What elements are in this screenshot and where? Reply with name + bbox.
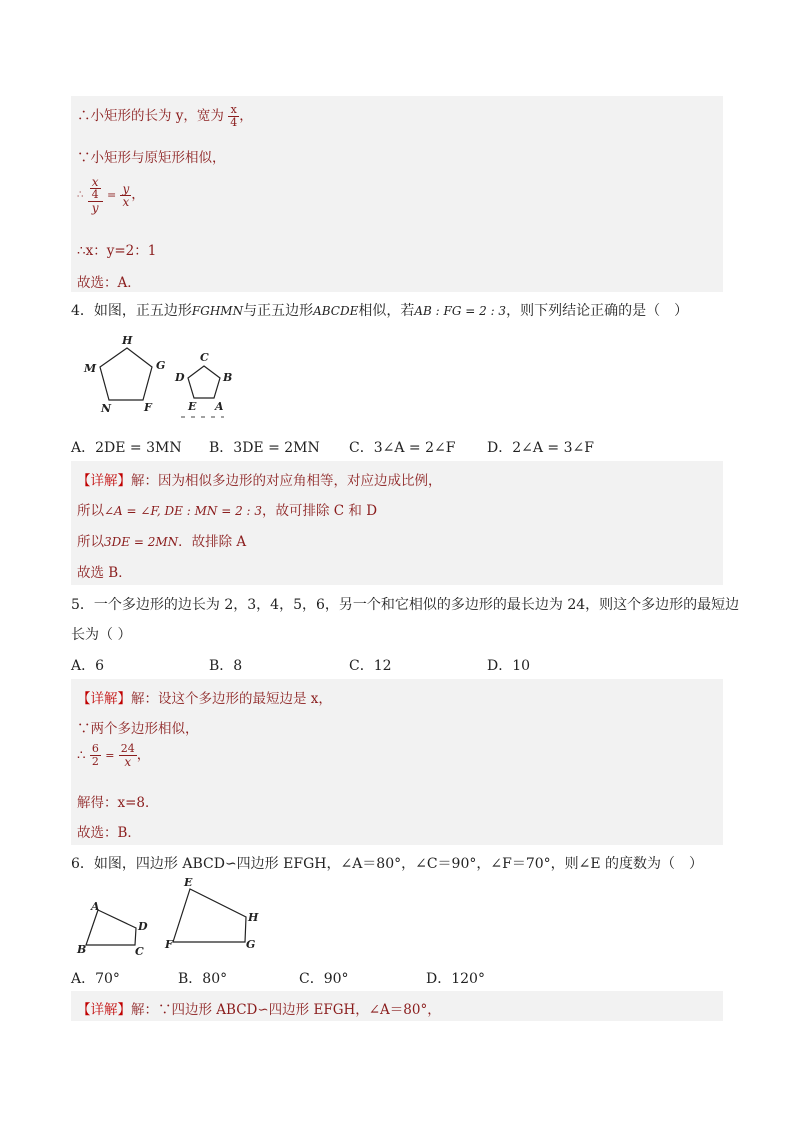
fraction <box>119 743 137 768</box>
option-d[interactable]: D．2∠A = 3∠F <box>487 440 594 456</box>
detail-tag: 【详解】 <box>77 1002 131 1018</box>
numerator: 6 <box>91 742 99 755</box>
numerator: x <box>228 104 239 117</box>
small-quadrilateral <box>86 910 136 945</box>
label-c: C <box>135 945 144 958</box>
label-n: N <box>101 402 112 415</box>
math: 3DE = 2MN <box>104 535 179 549</box>
label-a: A <box>215 400 224 413</box>
answer-line <box>77 469 442 489</box>
question-6: 6．如图，四边形 ABCD∽四边形 EFGH，∠A＝80°，∠C＝90°，∠F＝70°，则∠E 的度数为（ ） <box>71 856 704 872</box>
label-b: B <box>77 943 87 956</box>
answer-line <box>77 687 332 707</box>
text: 与正五边形 <box>243 303 314 319</box>
fraction <box>90 743 101 768</box>
label-d: D <box>175 371 185 384</box>
math: FGHMN <box>191 304 244 318</box>
option-d[interactable]: D．10 <box>487 658 531 674</box>
large-quadrilateral <box>173 889 246 942</box>
option-b[interactable]: B．8 <box>209 658 243 674</box>
pentagon-figure <box>78 330 258 425</box>
detail-tag: 【详解】 <box>77 691 131 707</box>
denominator: 4 <box>91 188 99 201</box>
option-c[interactable]: C．12 <box>349 658 392 674</box>
label-a: A <box>91 900 100 913</box>
answer-line <box>77 104 253 129</box>
text: 解：因为相似多边形的对应角相等，对应边成比例， <box>131 473 442 489</box>
equals: = <box>106 188 117 202</box>
answer-line: ∵两个多边形相似， <box>77 721 199 737</box>
label-e: E <box>188 400 197 413</box>
answer-line: 解得：x=8． <box>77 795 159 811</box>
answer-block-4 <box>71 461 723 585</box>
label-h: H <box>248 911 259 924</box>
option-a[interactable]: A．70° <box>71 971 120 987</box>
text: 解：设这个多边形的最短边是 x， <box>131 691 332 707</box>
text: 所以 <box>77 503 104 519</box>
answer-block-6 <box>71 991 723 1021</box>
numerator: y <box>122 181 130 196</box>
answer-line <box>77 998 441 1018</box>
label-b: B <box>223 371 233 384</box>
question-5-line-2: 长为（ ） <box>71 627 132 643</box>
text: ．故排除 A <box>178 534 247 550</box>
option-a[interactable]: A．6 <box>71 658 105 674</box>
text: ， <box>239 108 253 124</box>
answer-block-1 <box>71 96 723 292</box>
option-c[interactable]: C．90° <box>299 971 349 987</box>
option-b[interactable]: B．3DE = 2MN <box>209 440 320 456</box>
denominator: x <box>122 194 130 209</box>
label-g: G <box>246 938 256 951</box>
detail-tag: 【详解】 <box>77 473 131 489</box>
option-b[interactable]: B．80° <box>178 971 228 987</box>
math: AB : FG = 2 : 3 <box>414 304 507 318</box>
text: 解：∵四边形 ABCD∽四边形 EFGH，∠A＝80°， <box>131 1002 441 1018</box>
label-f: F <box>144 401 152 414</box>
text: 4．如图，正五边形 <box>71 303 192 319</box>
text: ，故可排除 C 和 D <box>262 503 378 519</box>
label-f: F <box>165 938 173 951</box>
fraction <box>120 183 131 208</box>
compound-fraction <box>88 176 103 214</box>
text: ， <box>136 747 151 763</box>
large-pentagon <box>100 348 152 400</box>
option-a[interactable]: A．2DE = 3MN <box>71 440 182 456</box>
option-d[interactable]: D．120° <box>426 971 485 987</box>
answer-line <box>77 530 246 550</box>
fraction <box>228 104 239 129</box>
fraction <box>90 176 101 201</box>
label-d: D <box>138 920 148 933</box>
text: ， <box>131 186 145 203</box>
small-pentagon <box>188 366 220 398</box>
label-h: H <box>122 334 133 347</box>
text: ∴ <box>77 747 86 764</box>
text: 相似，若 <box>358 303 415 319</box>
option-c[interactable]: C．3∠A = 2∠F <box>349 440 456 456</box>
denominator: x <box>124 755 132 769</box>
math: ∠A = ∠F, DE : MN = 2 : 3 <box>104 504 263 518</box>
text: 所以 <box>77 534 104 550</box>
answer-line <box>77 176 145 214</box>
denominator: 2 <box>91 755 99 768</box>
label-m: M <box>84 362 97 375</box>
answer-line: 故选 B． <box>77 565 132 581</box>
answer-line: ∴x：y=2：1 <box>77 243 157 259</box>
text: ∴ <box>77 189 84 201</box>
denominator: y <box>91 201 99 215</box>
numerator: x <box>90 176 101 189</box>
question-4 <box>71 300 688 320</box>
answer-line <box>77 743 150 768</box>
label-e: E <box>184 876 193 889</box>
text: ∴小矩形的长为 y，宽为 <box>77 108 224 124</box>
text: ，则下列结论正确的是（ ） <box>506 303 689 319</box>
answer-block-5 <box>71 679 723 845</box>
numerator <box>88 176 103 202</box>
answer-line: 故选：B． <box>77 825 141 841</box>
answer-line: ∵小矩形与原矩形相似， <box>77 150 226 166</box>
answer-line: 故选：A． <box>77 275 141 291</box>
label-c: C <box>200 351 209 364</box>
answer-line <box>77 499 377 519</box>
quadrilateral-figure <box>72 875 272 960</box>
question-5-line-1: 5．一个多边形的边长为 2，3，4，5，6，另一个和它相似的多边形的最长边为 24，则这个多边形的最短边 <box>71 597 740 613</box>
math: ABCDE <box>313 304 359 318</box>
numerator: 24 <box>120 742 135 755</box>
denominator: 4 <box>230 116 238 129</box>
equals: = <box>105 749 115 762</box>
label-g: G <box>156 359 166 372</box>
